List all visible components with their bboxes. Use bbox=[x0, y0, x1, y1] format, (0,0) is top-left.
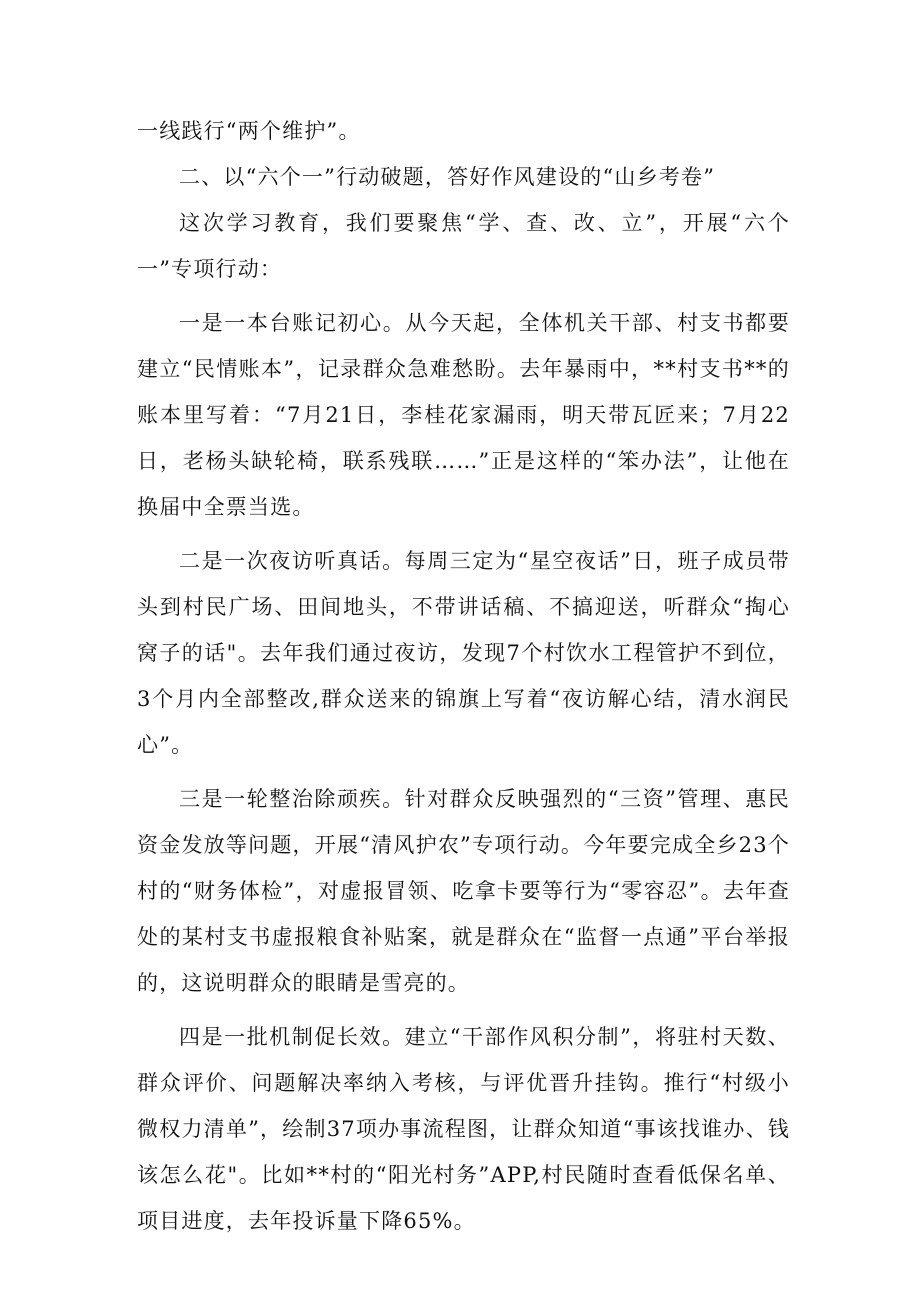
paragraph-intro: 这次学习教育，我们要聚焦“学、查、改、立”，开展“六个一”专项行动： bbox=[137, 211, 790, 281]
document-body bbox=[137, 108, 790, 1244]
paragraph-item-2: 二是一次夜访听真话。每周三定为“星空夜话”日，班子成员带头到村民广场、田间地头，不带讲话稿、不搞迎送，听群众“掏心窝子的话"。去年我们通过夜访，发现7个村饮水工程管护不到位，3个月内全部整改,群众送来的锦旗上写着“夜访解心结，清水润民心”。 bbox=[137, 549, 790, 757]
paragraph-item-4: 四是一批机制促长效。建立“干部作风积分制”，将驻村天数、群众评价、问题解决率纳入考核，与评优晋升挂钩。推行“村级小微权力清单”，绘制37项办事流程图，让群众知道“事该找谁办、钱该怎么花"。比如**村的“阳光村务”APP,村民随时查看低保名单、项目进度，去年投诉量下降65%。 bbox=[137, 1025, 790, 1233]
paragraph-continuation: 一线践行“两个维护”。 bbox=[137, 119, 361, 143]
paragraph-item-3: 三是一轮整治除顽疾。针对群众反映强烈的“三资”管理、惠民资金发放等问题，开展“清风护农”专项行动。今年要完成全乡23个村的“财务体检”，对虚报冒领、吃拿卡要等行为“零容忍”。去年查处的某村支书虚报粮食补贴案，就是群众在“监督一点通”平台举报的，这说明群众的眼睛是雪亮的。 bbox=[137, 787, 790, 995]
section-heading: 二、以“六个一”行动破题，答好作风建设的“山乡考卷” bbox=[179, 165, 716, 189]
paragraph-item-1: 一是一本台账记初心。从今天起，全体机关干部、村支书都要建立“民情账本”，记录群众急难愁盼。去年暴雨中，**村支书**的账本里写着：“7月21日，李桂花家漏雨，明天带瓦匠来；7月22日，老杨头缺轮椅，联系残联……”正是这样的“笨办法”，让他在换届中全票当选。 bbox=[137, 311, 790, 519]
